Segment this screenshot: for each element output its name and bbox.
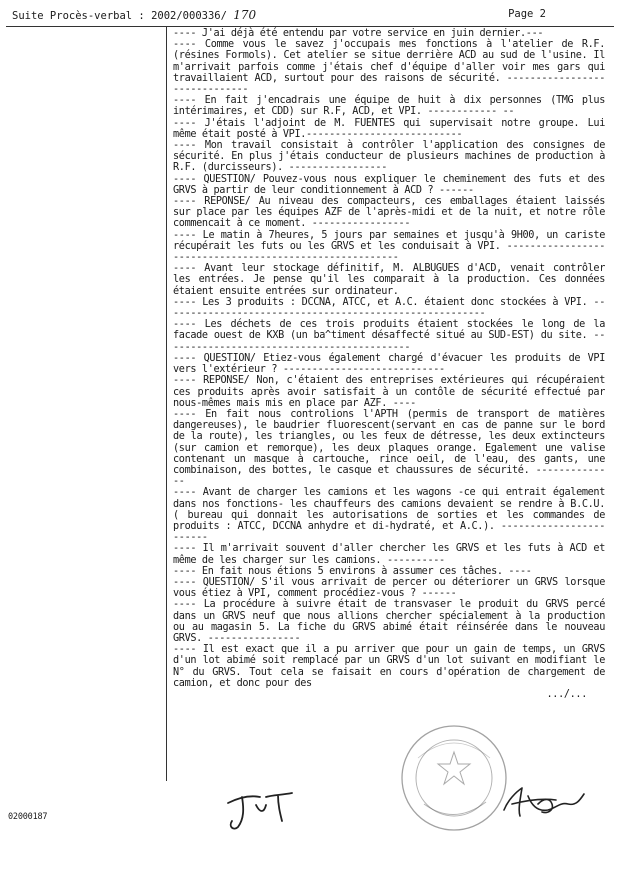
margin-rule bbox=[166, 26, 167, 781]
continuation-mark: .../... bbox=[546, 688, 587, 700]
paragraph: ---- Comme vous le savez j'occupais mes fonctions à l'atelier de R.F. (résines Formols). Cet atelier se situe derrière ACD au sud de l'usine. Il m'arrivait parfois comme j'étais chef d'équipe d'aller voir mes gars qui travaillaient ACD, surtout pour des raisons de sécurité. ------------------------------ bbox=[173, 39, 605, 96]
paragraph: ---- Il est exact que il a pu arriver que pour un gain de temps, un GRVS d'un lot abimé soit remplacé par un GRVS d'un lot suivant en modifiant le N° du GRVS. Tout cela se faisait en cours d'opération de chargement de camion, et donc pour des bbox=[173, 644, 605, 689]
police-stamp bbox=[398, 722, 510, 834]
paragraph: ---- J'ai déjà été entendu par votre service en juin dernier.--- bbox=[173, 28, 544, 39]
paragraph: ---- En fait j'encadrais une équipe de huit à dix personnes (TMG plus intérimaires, et CDD) sur R.F, ACD, et VPI. ------------ -- bbox=[173, 95, 605, 118]
paragraph: ---- Les 3 produits : DCCNA, ATCC, et A.C. étaient donc stockées à VPI. -------------------------------------------------------- bbox=[173, 296, 605, 320]
paragraph: ---- REPONSE/ Non, c'étaient des entreprises extérieures qui récupéraient ces produits après avoir satisfait à un contôle de sécurité effectué par nous-mêmes mais mis en place par AZF. ---- bbox=[173, 375, 605, 409]
statement-body bbox=[173, 28, 605, 700]
paragraph: ---- Mon travail consistait à contrôler l'application des consignes de sécurité. En plus j'étais conducteur de plusieurs machines de production à R.F. (durcisseurs). ----------------- bbox=[173, 140, 605, 174]
report-reference bbox=[12, 8, 256, 22]
page-header bbox=[12, 8, 606, 24]
paragraph: ---- En fait nous étions 5 environs à assumer ces tâches. ---- bbox=[173, 565, 532, 577]
paragraph: ---- REPONSE/ Au niveau des compacteurs, ces emballages étaient laissés sur place par les équipes AZF de l'après-midi et de la nuit, et notre rôle commencait à ce moment. ----------------- bbox=[173, 196, 605, 230]
document-id: 02000187 bbox=[8, 812, 48, 822]
paragraph: ---- J'étais l'adjoint de M. FUENTES qui supervisait notre groupe. Lui même était posté à VPI.--------------------------- bbox=[173, 117, 605, 140]
page-number: Page 2 bbox=[508, 8, 546, 20]
paragraph: ---- QUESTION/ Pouvez-vous nous expliquer le cheminement des futs et des GRVS à partir de leur conditionnement à ACD ? ------ bbox=[173, 173, 605, 196]
paragraph: ---- Il m'arrivait souvent d'aller chercher les GRVS et les futs à ACD et même de les charger sur les camions. ---------- bbox=[173, 543, 605, 566]
paragraph: ---- Avant leur stockage définitif, M. ALBUGUES d'ACD, venait contrôler les entrées. Je pense qu'il les comparait à la production. Ces données étaient ensuite entrées sur ordinateur. bbox=[173, 263, 605, 297]
paragraph: ---- Le matin à 7heures, 5 jours par semaines et jusqu'à 9H00, un cariste récupérait les futs ou les GRVS et les conduisait à VPI. -------------------------------------------------------- bbox=[173, 229, 605, 264]
paragraph: ---- La procédure à suivre était de transvaser le produit du GRVS percé dans un GRVS neuf que nous allions chercher spécialement à la production ou au magasin 5. La fiche du GRVS abimé était réinsérée dans le nouveau GRVS. ---------------- bbox=[173, 599, 605, 644]
paragraph: ---- Les déchets de ces trois produits étaient stockées le long de la facade ouest de KXB (un ba^timent désaffecté situé au SUD-EST) du site. ------------------------------------------- bbox=[173, 319, 605, 353]
paragraph: ---- Avant de charger les camions et les wagons -ce qui entrait également dans nos fonctions- les chauffeurs des camions devaient se rendre à B.C.U. ( bureau qui donnait les autorisations de sorties et les commandes de produits : ATCC, DCCNA anhydre et di-hydraté, et A.C.). ------------------------ bbox=[173, 487, 605, 544]
paragraph: ---- En fait nous controlions l'APTH (permis de transport de matières dangereuses), le baudrier fluorescent(servant en cas de panne sur le bord de la route), les triangles, ou les feux de détresse, les deux extincteurs (sur camion et remorque), les deux plaques orange. Egalement une valise contenant un masque à cartouche, rince oeil, de l'eau, des gants, une combinaison, des bottes, le casque et chaussures de sécurité. -------------- bbox=[173, 408, 605, 488]
signature-left bbox=[220, 783, 300, 833]
paragraph: ---- QUESTION/ S'il vous arrivait de percer ou déteriorer un GRVS lorsque vous étiez à VPI, comment procédiez-vous ? ------ bbox=[173, 576, 605, 600]
handwritten-number: 170 bbox=[233, 8, 257, 22]
paragraph: ---- QUESTION/ Etiez-vous également chargé d'évacuer les produits de VPI vers l'extérieur ? ---------------------------- bbox=[173, 352, 605, 376]
header-rule bbox=[6, 26, 614, 27]
signature-right bbox=[498, 770, 588, 825]
report-title: Suite Procès-verbal : 2002/000336/ bbox=[12, 10, 227, 22]
